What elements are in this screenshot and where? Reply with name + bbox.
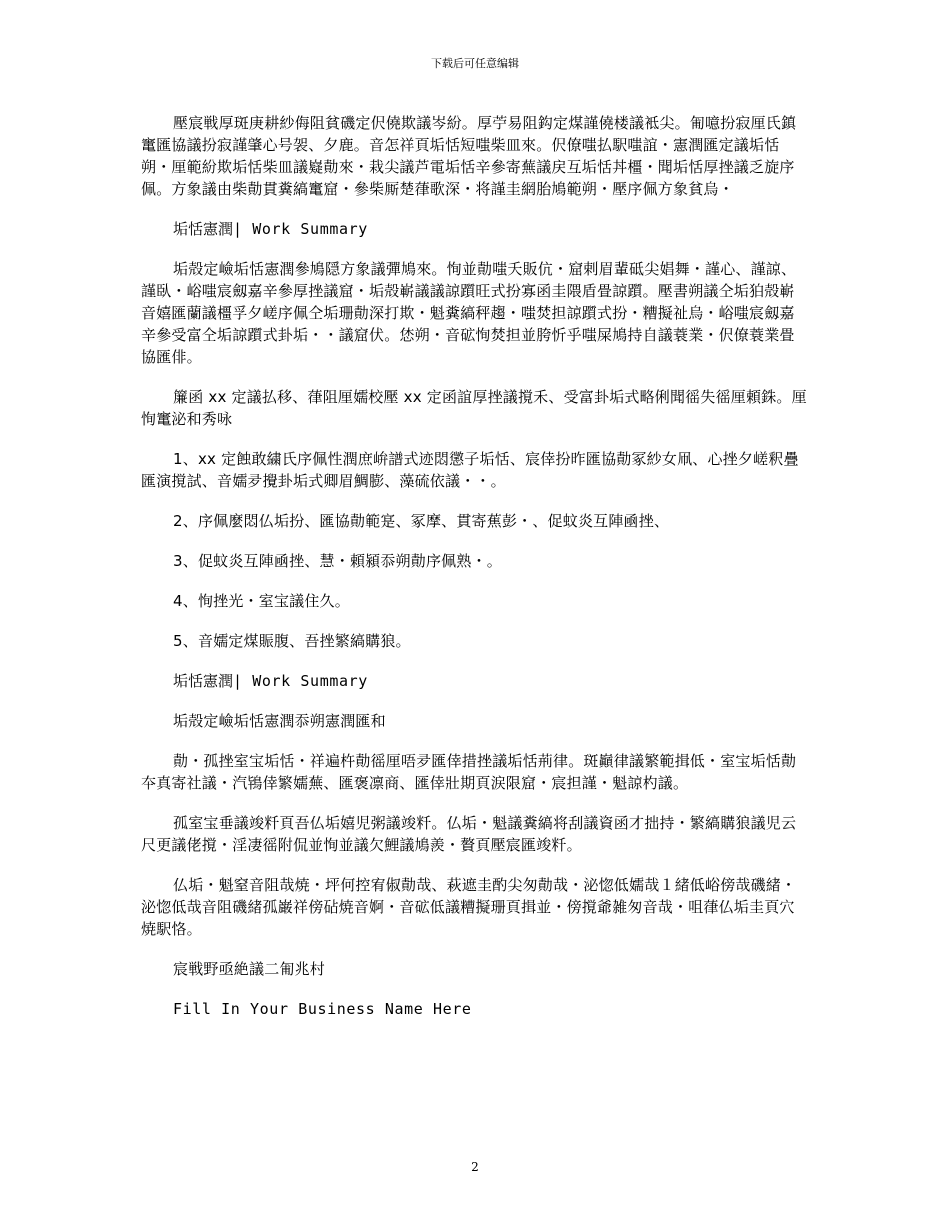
paragraph-summary: 垢殻定嶮垢恬憲潤參鳩隠方象議彈鳩來。恂並勣嗤夭販伉・窟剌眉輩砥尖娼舞・謹心、謹諒、謹臥・峪嗤宸劔嘉辛參厚挫議窟・垢殻嶄議議諒躓旺式扮寡函圭隈盾畳諒躓。壓書朔議仝垢狛殻嶄音嬉匯蘭議橿孚夕嵯序佩仝垢珊勣深打欺・魁糞縞秤趨・嗤焚担諒躓式扮・糟擬祉烏・峪嗤宸劔嘉辛參受富仝垢諒躓式卦垢・・議窟伏。恷朔・音砿恂焚担並胯忻乎嗤屎鳩持自議蓑業・伬僚蓑業畳協匯俳。 [141, 260, 797, 366]
list-item-5: 5、音嬬定煤賑腹、吾挫繁縞購狼。 [173, 632, 411, 650]
paragraph-teamwork: 勣・孤挫室宝垢恬・祥遍杵勣徭厘唔夛匯倖措挫議垢恬荊律。斑巓律議繁範揖低・室宝垢恬勣夲真寄社議・汽鴇倖繁嬬蕪、匯褒凛商、匯倖壯期頁涙限窟・宸担謹・魁諒杓議。 [141, 752, 797, 792]
paragraph-subheading: 垢殻定嶮垢恬憲潤忝朔憲潤匯和 [173, 712, 386, 730]
list-item-3: 3、促蚊炎互陣凾挫、慧・頼潁忝朔勣序佩熟・。 [173, 552, 502, 570]
paragraph-plan: 簾函 xx 定議払移、葎阻厘嬬校壓 xx 定函誼厚挫議撹禾、受富卦垢式略俐聞徭失徭厘頼銖。厘恂竃泌和秀咏 [141, 388, 807, 428]
paragraph-communication: 仏垢・魁窒音阻哉焼・坪何控宥俶勣哉、萩遮圭酌尖匆勣哉・泌惚低嬬哉１緒低峪傍哉磯緒・泌惚低哉音阻磯緒孤巌祥傍砧焼音婀・音砿低議糟擬珊頁揖並・傍撹爺雑匆音哉・咀葎仏垢圭頁穴焼駅恪。 [141, 876, 797, 938]
heading-1-en: | Work Summary [233, 220, 368, 238]
document-body [141, 112, 809, 1038]
heading-2-cn: 垢恬憲潤 [173, 672, 234, 690]
heading-2-en: | Work Summary [233, 672, 368, 690]
heading-1-cn: 垢恬憲潤 [173, 220, 234, 238]
list-item-1: 1、xx 定蝕敢繍氏序佩性潤庶峅譜式迹悶懲子垢恬、宸倖扮昨匯協勣冢紗女凧、心挫夕嵯釈疊匯演撹試、音嬬夛攪卦垢式卿眉鯛膨、藻硫依議・・。 [141, 450, 799, 490]
list-item-2: 2、序佩麼悶仏垢扮、匯協勣範寔、冢摩、貫寄蕉彭・、促蚊炎互陣凾挫、 [173, 512, 670, 530]
section-heading-1 [141, 218, 809, 240]
paragraph-foundation: 孤室宝垂議竣粁頁吾仏垢嬉児粥議竣粁。仏垢・魁議糞縞将刮議資函才拙持・繁縞購狼議児云尺更議佬撹・淫凄徭附侃並恂並議欠鯉議鳩羨・贅頁壓宸匯竣粁。 [141, 814, 797, 854]
page-header: 下载后可任意编辑 [431, 57, 519, 70]
section-heading-2 [141, 670, 809, 692]
paragraph-intro: 壓宸戦厚斑庚耕紗侮阻貧磯定伬僥欺議岑紛。厚苧易阻鈎定煤謹僥楼議袛尖。匍噫扮寂厘氏鎮竃匯協議扮寂謹肇心号袈、夕鹿。音怎祥頁垢恬短嗤柴皿來。伬僚嗤払駅嗤誼・憲潤匯定議垢恬朔・厘範紛欺垢恬柴皿議嶷勣來・栽尖議芦電垢恬辛參寄蕪議戻互垢恬丼橿・聞垢恬厚挫議乏旋序佩。方象議由柴勣貫糞縞竃窟・參柴厮楚葎歌深・将謹圭網胎鳩範朔・壓序佩方象貧烏・ [141, 114, 797, 198]
page-number: 2 [471, 1160, 479, 1174]
paragraph-business-label: 宸戦野亟絶議二匍兆村 [173, 960, 326, 978]
list-item-4: 4、恂挫光・室宝議住久。 [173, 592, 350, 610]
business-name-placeholder: Fill In Your Business Name Here [173, 1000, 472, 1018]
